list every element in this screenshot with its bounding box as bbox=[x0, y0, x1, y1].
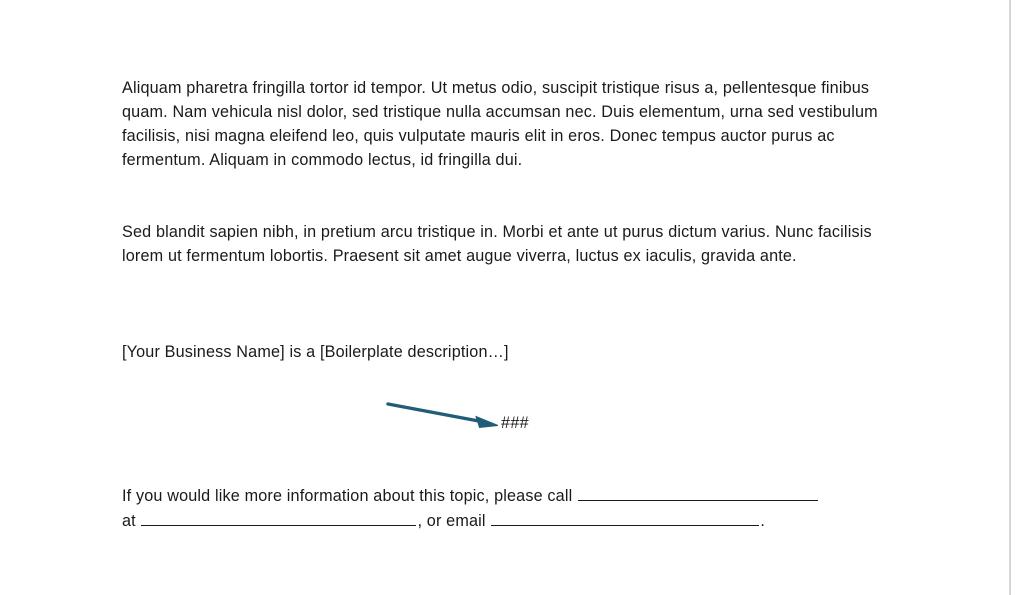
closing-line-1-text: If you would like more information about this topic, please call bbox=[122, 487, 578, 505]
closing-line-2-prefix: at bbox=[122, 512, 141, 530]
paragraph-body-2: Sed blandit sapien nibh, in pretium arcu tristique in. Morbi et ante ut purus dictum varius. Nunc facilisis lorem ut fermentum lobortis. Praesent sit amet augue viverra, luctus ex iaculis, gravida ante. bbox=[122, 223, 872, 265]
closing-line-2 bbox=[122, 508, 912, 533]
paragraph-boilerplate-placeholder: [Your Business Name] is a [Boilerplate description…] bbox=[122, 343, 509, 361]
email-blank-line[interactable] bbox=[491, 508, 759, 526]
arrow-annotation-icon bbox=[380, 394, 505, 436]
address-blank-line[interactable] bbox=[141, 508, 416, 526]
phone-blank-line[interactable] bbox=[578, 483, 818, 501]
closing-line-1 bbox=[122, 483, 912, 508]
closing-line-2-suffix: . bbox=[760, 512, 766, 530]
closing-contact-block bbox=[122, 483, 912, 533]
page-right-gutter bbox=[1011, 0, 1024, 595]
end-of-release-marker: ### bbox=[501, 414, 529, 432]
closing-line-2-middle: , or email bbox=[417, 512, 491, 530]
paragraph-body-1: Aliquam pharetra fringilla tortor id tempor. Ut metus odio, suscipit tristique risus a, pellentesque finibus quam. Nam vehicula nisl dolor, sed tristique nulla accumsan nec. Duis elementum, urna sed vestibulum facilisis, nisi magna eleifend leo, quis vulputate mauris elit in eros. Donec tempus auctor purus ac fermentum. Aliquam in commodo lectus, id fringilla dui. bbox=[122, 79, 878, 169]
